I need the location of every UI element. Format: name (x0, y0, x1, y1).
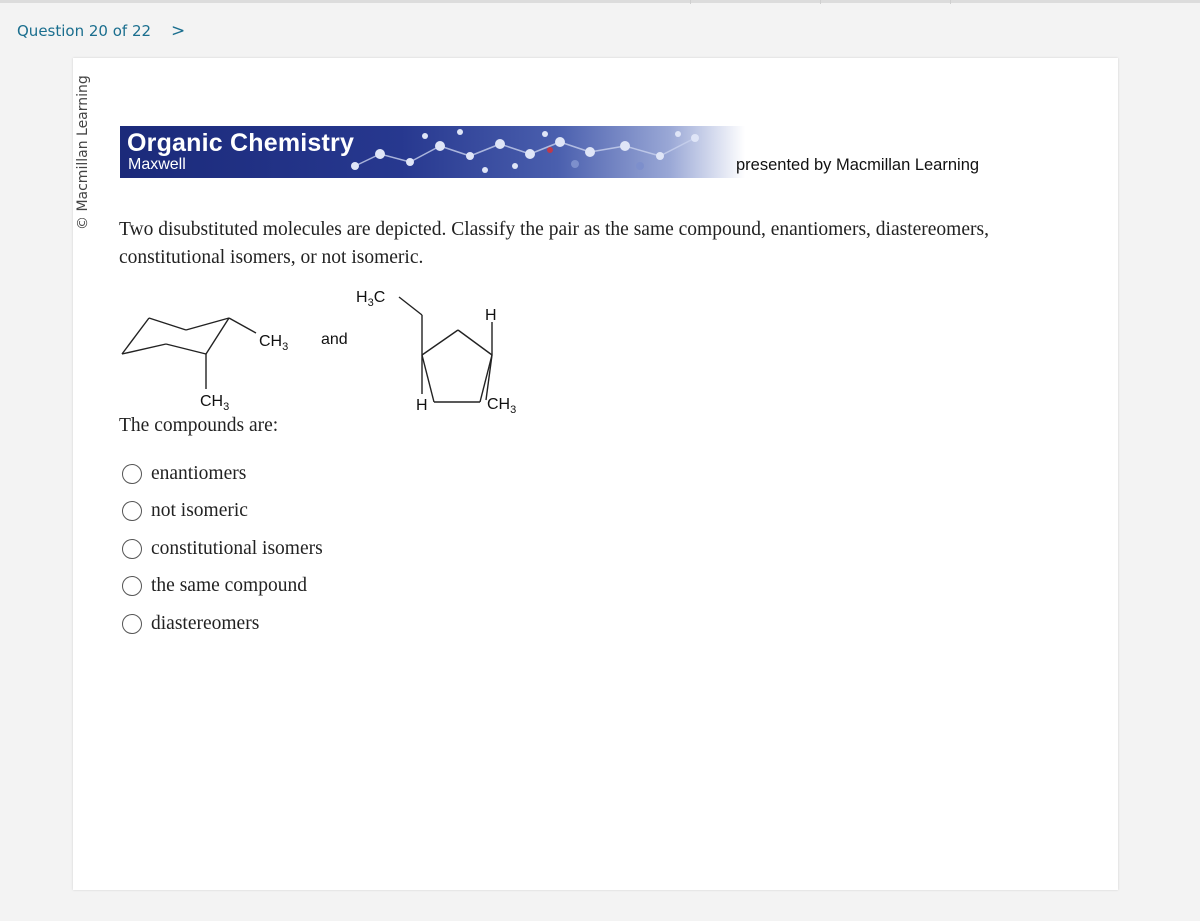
question-counter[interactable]: Question 20 of 22 (17, 22, 152, 40)
radio-button[interactable] (122, 501, 142, 521)
compounds-label: The compounds are: (119, 415, 279, 436)
methyl-label-right: $CH_3$ (259, 333, 289, 353)
radio-button[interactable] (122, 576, 142, 596)
answer-options (122, 455, 323, 643)
methyl-label-bottom: $CH_3$ (200, 393, 230, 413)
cyclohexane-chair-structure (122, 318, 256, 389)
option-label: constitutional isomers (151, 537, 323, 559)
question-prompt: Two disubstituted molecules are depicted. Classify the pair as the same compound, enantiomers, diastereomers, constitutional isomers, or not isomeric. (119, 219, 989, 268)
cyclopentane-structure (399, 297, 492, 402)
option-label: not isomeric (151, 500, 248, 522)
option-same-compound[interactable] (122, 568, 323, 606)
radio-button[interactable] (122, 614, 142, 634)
radio-button[interactable] (122, 539, 142, 559)
methyl-label-bottom-right: $CH_3$ (487, 396, 517, 416)
option-not-isomeric[interactable] (122, 493, 323, 531)
banner-author: Maxwell (128, 156, 186, 173)
radio-button[interactable] (122, 464, 142, 484)
option-constitutional-isomers[interactable] (122, 530, 323, 568)
option-diastereomers[interactable] (122, 605, 323, 643)
next-question-chevron-icon[interactable]: > (171, 21, 186, 41)
presented-by-label: presented by Macmillan Learning (736, 156, 980, 174)
banner-title: Organic Chemistry (127, 129, 355, 157)
option-label: diastereomers (151, 612, 260, 634)
option-label: enantiomers (151, 462, 247, 484)
copyright-label: © Macmillan Learning (75, 75, 91, 230)
hydrogen-label-top: H (485, 307, 497, 324)
and-label: and (321, 331, 348, 348)
option-label: the same compound (151, 575, 307, 597)
methyl-label-top: $H_3C$ (356, 289, 386, 309)
option-enantiomers[interactable] (122, 455, 323, 493)
hydrogen-label-bottom: H (416, 397, 428, 414)
